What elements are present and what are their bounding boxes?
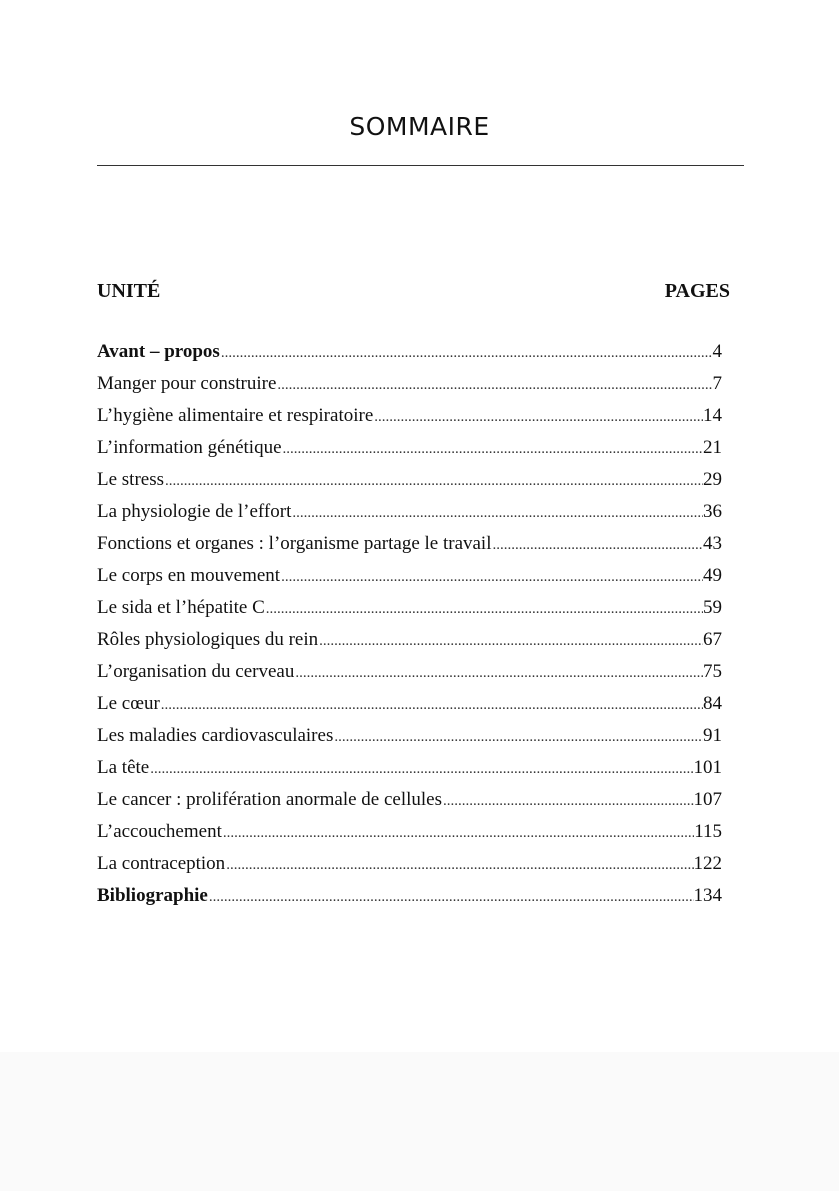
toc-entry (97, 752, 722, 784)
toc-dot-leader (280, 561, 703, 593)
pages-column-header: PAGES (664, 280, 730, 302)
toc-entry-title: Le cancer : prolifération anormale de cellules (97, 789, 442, 810)
toc-entry-page-number: 59 (703, 597, 722, 618)
toc-entry-title: Fonctions et organes : l’organisme partage le travail (97, 533, 492, 554)
toc-entry-title: Rôles physiologiques du rein (97, 629, 319, 650)
toc-dot-leader (222, 817, 694, 849)
toc-entry-title: L’accouchement (97, 821, 222, 842)
toc-entry (97, 816, 722, 848)
toc-entry-page-number: 7 (712, 373, 722, 394)
toc-entry (97, 560, 722, 592)
toc-entry-title: Le cœur (97, 693, 160, 714)
toc-dot-leader (318, 625, 703, 657)
toc-entry-title: L’hygiène alimentaire et respiratoire (97, 405, 374, 426)
toc-entry-title: La contraception (97, 853, 226, 874)
toc-entry-title: La physiologie de l’effort (97, 501, 292, 522)
toc-header (97, 280, 730, 303)
toc-entry-title: La tête (97, 757, 150, 778)
toc-dot-leader (373, 401, 703, 433)
toc-entry (97, 624, 722, 656)
toc-entry-title: Le stress (97, 469, 165, 490)
toc-dot-leader (276, 369, 712, 401)
toc-dot-leader (164, 465, 703, 497)
toc-dot-leader (208, 881, 694, 913)
toc-entry-page-number: 4 (712, 341, 722, 362)
toc-entry-page-number: 91 (703, 725, 722, 746)
toc-entry (97, 784, 722, 816)
toc-entry-page-number: 43 (703, 533, 722, 554)
toc-entry (97, 880, 722, 912)
toc-entry-page-number: 107 (693, 789, 722, 810)
toc-entry (97, 496, 722, 528)
toc-entry (97, 528, 722, 560)
toc-entry (97, 400, 722, 432)
toc-entry-page-number: 67 (703, 629, 722, 650)
toc-dot-leader (160, 689, 703, 721)
toc-entry-title: Les maladies cardiovasculaires (97, 725, 334, 746)
toc-entry-page-number: 21 (703, 437, 722, 458)
toc-dot-leader (149, 753, 693, 785)
toc-dot-leader (282, 433, 704, 465)
toc-entry (97, 464, 722, 496)
toc-entry-page-number: 29 (703, 469, 722, 490)
toc-dot-leader (220, 337, 713, 369)
toc-entry-page-number: 115 (694, 821, 722, 842)
toc-entry-page-number: 84 (703, 693, 722, 714)
toc-entry (97, 336, 722, 368)
page-footer-band (0, 1052, 839, 1191)
toc-dot-leader (492, 529, 704, 561)
toc-entry-title: L’information génétique (97, 437, 282, 458)
toc-entry (97, 592, 722, 624)
toc-entry-page-number: 49 (703, 565, 722, 586)
toc-entry (97, 720, 722, 752)
toc-entry-title: Manger pour construire (97, 373, 277, 394)
toc-dot-leader (225, 849, 693, 881)
toc-entry-page-number: 101 (693, 757, 722, 778)
toc-entry (97, 688, 722, 720)
toc-entry-page-number: 75 (703, 661, 722, 682)
toc-dot-leader (442, 785, 694, 817)
toc-dot-leader (333, 721, 703, 753)
toc-entry-page-number: 122 (693, 853, 722, 874)
toc-entry (97, 432, 722, 464)
page-title: SOMMAIRE (349, 112, 490, 141)
toc-dot-leader (291, 497, 703, 529)
toc-entry-page-number: 14 (703, 405, 722, 426)
toc-entry (97, 848, 722, 880)
unit-column-header: UNITÉ (97, 280, 161, 302)
toc-entry-title: Avant – propos (97, 341, 220, 362)
toc-entry (97, 368, 722, 400)
toc-entry-page-number: 36 (703, 501, 722, 522)
toc-entry-title: L’organisation du cerveau (97, 661, 295, 682)
table-of-contents (97, 336, 722, 912)
toc-entry (97, 656, 722, 688)
toc-entry-title: Bibliographie (97, 885, 208, 906)
toc-entry-title: Le corps en mouvement (97, 565, 281, 586)
toc-dot-leader (294, 657, 703, 689)
title-divider (97, 165, 744, 166)
toc-entry-page-number: 134 (693, 885, 722, 906)
toc-entry-title: Le sida et l’hépatite C (97, 597, 265, 618)
toc-dot-leader (265, 593, 703, 625)
